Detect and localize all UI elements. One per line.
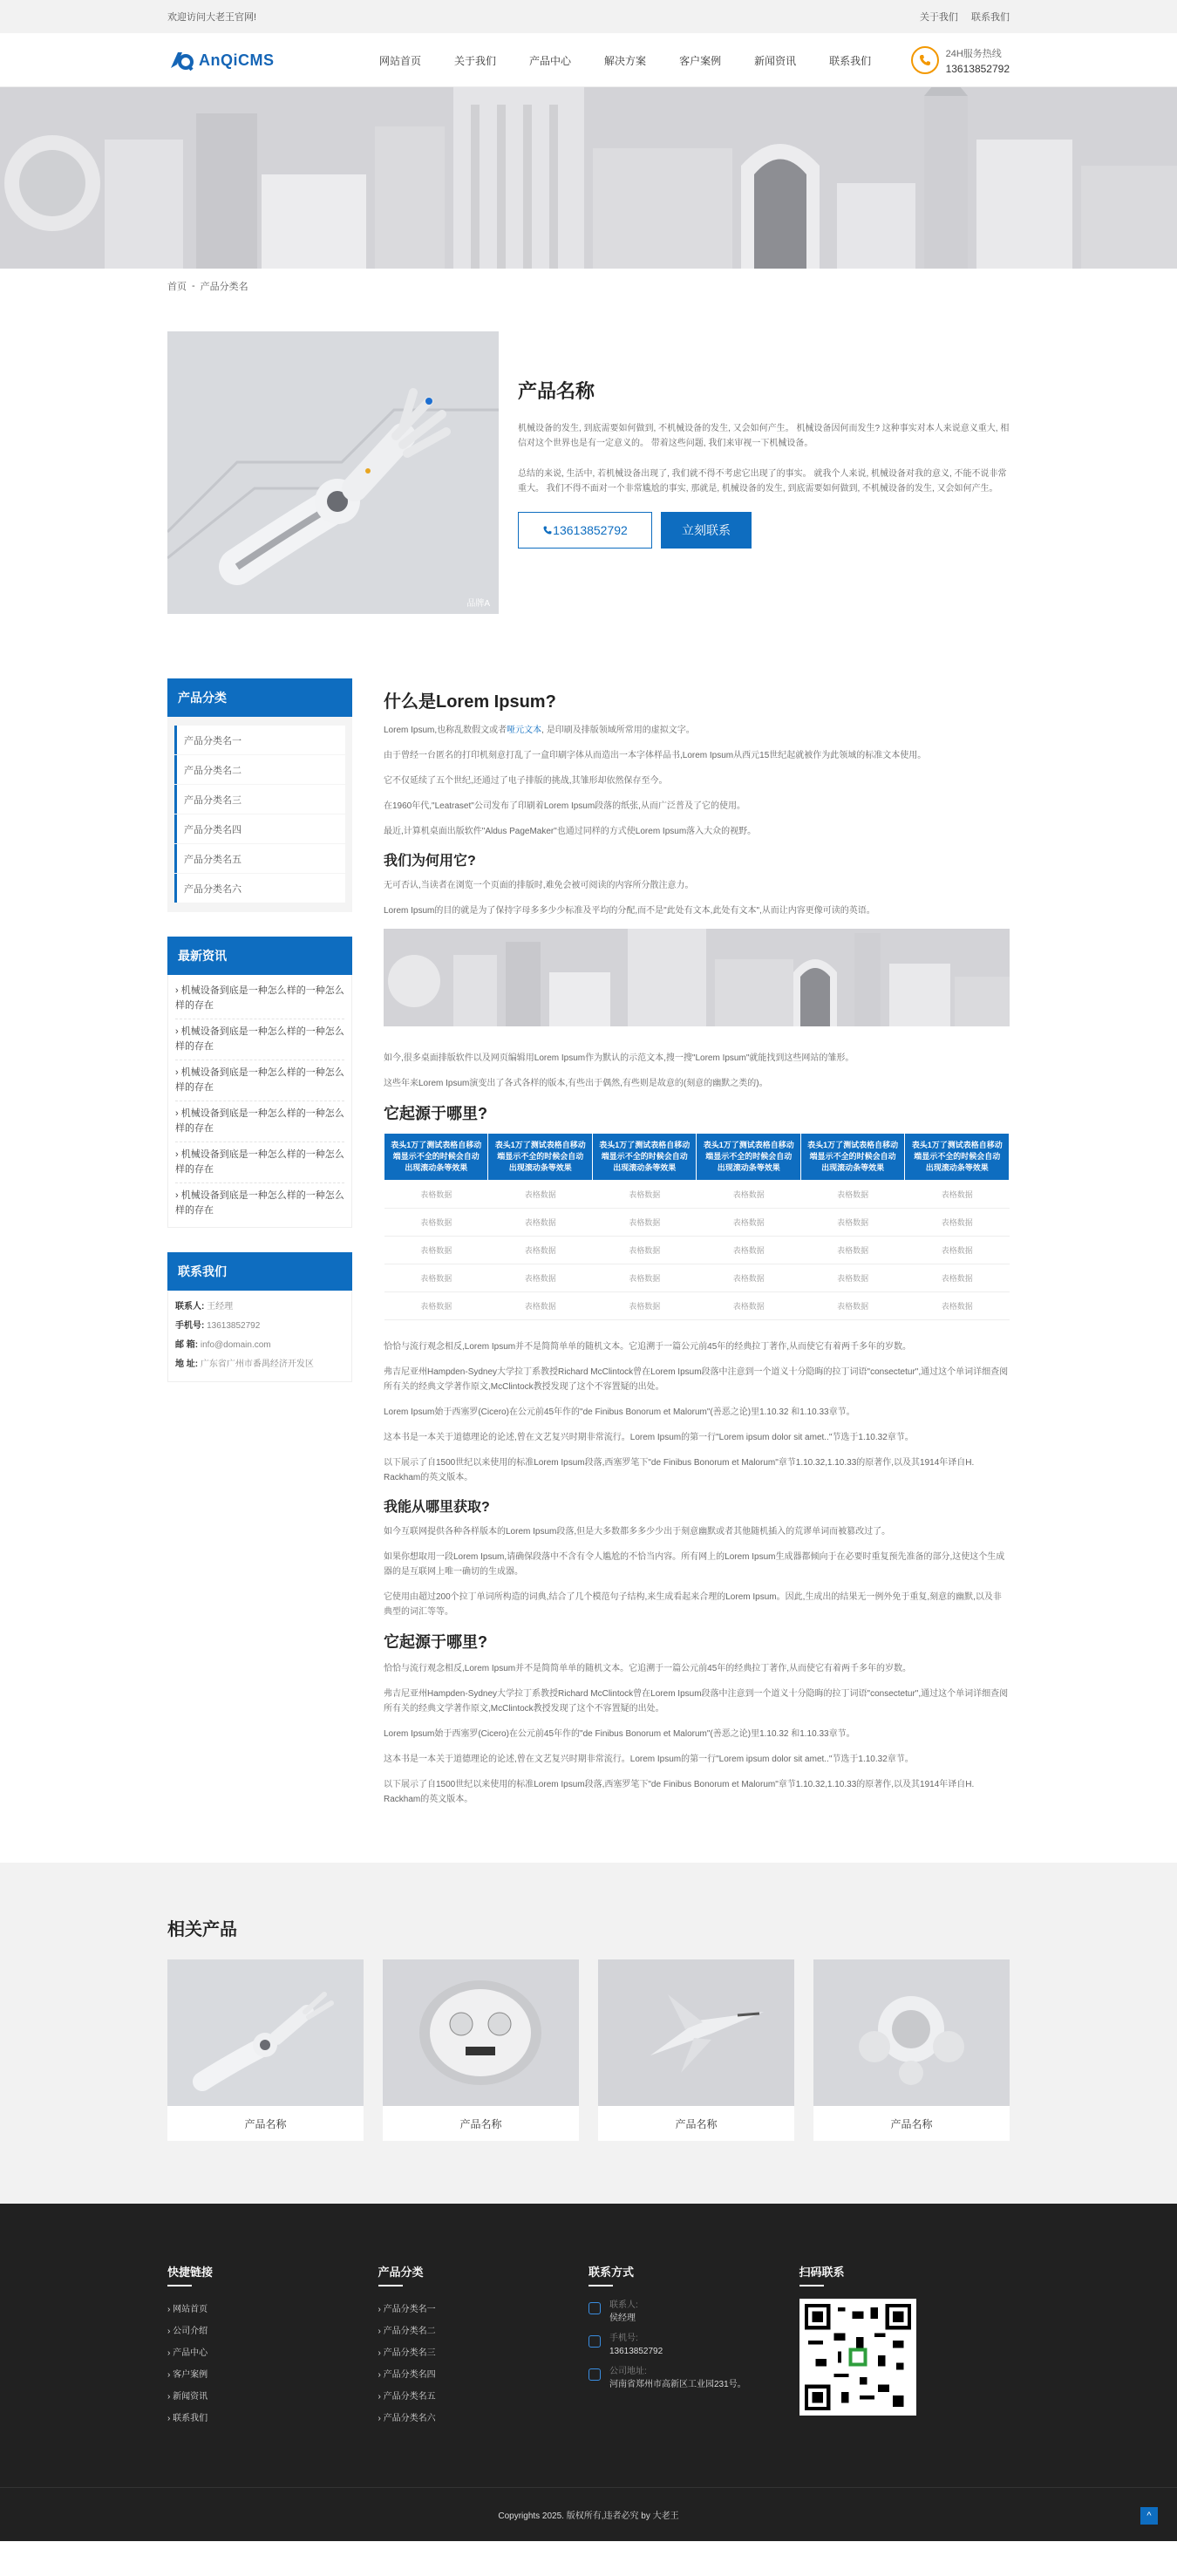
category-item[interactable]: 产品分类名一 bbox=[174, 726, 345, 754]
text-segment: Lorem Ipsum,也称乱数假文或者 bbox=[384, 726, 507, 735]
top-link-contact[interactable]: 联系我们 bbox=[971, 12, 1010, 23]
main-nav bbox=[363, 53, 911, 68]
table-cell: 表格数据 bbox=[697, 1209, 800, 1237]
table-cell: 表格数据 bbox=[592, 1264, 696, 1292]
news-title: 最新资讯 bbox=[167, 937, 352, 975]
table-header-cell: 表头1万了测试表格自移动端显示不全的时候会自动出现滚动条等效果 bbox=[488, 1134, 592, 1181]
header bbox=[0, 33, 1177, 87]
nav-products[interactable]: 产品中心 bbox=[529, 54, 572, 67]
footer-link-label: 产品分类名二 bbox=[383, 2327, 436, 2336]
footer-link[interactable]: › 客户案例 bbox=[167, 2370, 208, 2380]
breadcrumb-current[interactable]: 产品分类名 bbox=[200, 282, 248, 292]
contact-key: 手机号: bbox=[175, 1321, 205, 1331]
article-content bbox=[384, 678, 1010, 1817]
footer-link-label: 产品分类名四 bbox=[383, 2370, 436, 2380]
article-paragraph: 无可否认,当读者在浏览一个页面的排版时,难免会被可阅读的内容所分散注意力。 bbox=[384, 881, 694, 890]
contact-key: 联系人: bbox=[175, 1302, 205, 1312]
footer-link-label: 产品分类名三 bbox=[383, 2348, 436, 2358]
robot-arm-illustration bbox=[167, 331, 499, 614]
nav-about[interactable]: 关于我们 bbox=[454, 54, 497, 67]
article-paragraph: 弗吉尼亚州Hampden-Sydney大学拉丁系教授Richard McClintock曾在Lorem Ipsum段落中注意到一个道义十分隐晦的拉丁词语"consectetur",通过这个单词详细查阅所有关的经典文学著作原文,McClintock教授发现了这个不容置疑的出处。 bbox=[384, 1367, 1009, 1392]
related-name: 产品名称 bbox=[675, 2117, 718, 2130]
article-paragraph: 如果你想取用一段Lorem Ipsum,请确保段落中不含有令人尴尬的不恰当内容。所有网上的Lorem Ipsum生成器都倾向于在必要时重复预先准备的部分,这使这个生成器的是互联网上唯一确切的生成器。 bbox=[384, 1552, 1005, 1577]
article-paragraph: 它不仅延续了五个世纪,还通过了电子排版的挑战,其雏形却依然保存至今。 bbox=[384, 776, 668, 786]
news-item[interactable] bbox=[175, 1142, 344, 1183]
article-image bbox=[384, 929, 1010, 1026]
table-cell: 表格数据 bbox=[905, 1292, 1010, 1320]
contact-value: 广东省广州市番禺经济开发区 bbox=[200, 1360, 314, 1369]
table-cell: 表格数据 bbox=[384, 1181, 488, 1209]
banner-illustration bbox=[0, 87, 1177, 269]
contact-value: 王经理 bbox=[207, 1302, 234, 1312]
product-desc-1: 机械设备的发生, 到底需要如何做到, 不机械设备的发生, 又会如何产生。 机械设备因何而发生? 这种事实对本人来说意义重大, 相信对这个世界也是有一定意义的。 带着这些问题, 我们来审视一下机械设备。 bbox=[518, 424, 1010, 448]
footer-link-label: 公司介绍 bbox=[173, 2327, 208, 2336]
footer-link-label: 联系我们 bbox=[173, 2414, 208, 2423]
article-link[interactable]: 哑元文本 bbox=[507, 726, 542, 735]
contact-key: 邮 箱: bbox=[175, 1340, 199, 1350]
table-cell: 表格数据 bbox=[800, 1237, 904, 1264]
table-cell: 表格数据 bbox=[384, 1292, 488, 1320]
table-cell: 表格数据 bbox=[800, 1292, 904, 1320]
person-icon bbox=[588, 2302, 601, 2314]
related-card[interactable] bbox=[167, 1959, 364, 2141]
article-paragraph: 如今,很多桌面排版软件以及网页编辑用Lorem Ipsum作为默认的示范文本,搜一搜"Lorem Ipsum"就能找到这些网站的雏形。 bbox=[384, 1053, 854, 1063]
chevron-right-icon: › bbox=[175, 1190, 179, 1201]
image-watermark: 品牌A bbox=[466, 599, 490, 609]
related-card[interactable] bbox=[813, 1959, 1010, 2141]
nav-cases[interactable]: 客户案例 bbox=[679, 54, 722, 67]
contact-row bbox=[175, 1298, 344, 1317]
nav-home[interactable]: 网站首页 bbox=[379, 54, 422, 67]
logo-icon bbox=[167, 47, 194, 73]
back-to-top-button[interactable]: ^ bbox=[1140, 2507, 1158, 2525]
related-title: 相关产品 bbox=[167, 1920, 237, 1939]
product-actions bbox=[518, 512, 1010, 549]
table-cell: 表格数据 bbox=[800, 1264, 904, 1292]
footer-contact-label: 公司地址: bbox=[609, 2367, 647, 2376]
hotline-label: 24H服务热线 bbox=[945, 48, 1002, 59]
footer-link-label: 产品中心 bbox=[173, 2348, 208, 2358]
news-item-label: 机械设备到底是一种怎么样的一种怎么样的存在 bbox=[175, 1149, 344, 1175]
welcome-text: 欢迎访问大老王官网! bbox=[167, 12, 257, 23]
news-item-label: 机械设备到底是一种怎么样的一种怎么样的存在 bbox=[175, 1026, 344, 1052]
article-paragraph: 恰恰与流行观念相反,Lorem Ipsum并不是简简单单的随机文本。它追溯于一篇公元前45年的经典拉丁著作,从而使它有着两千多年的岁数。 bbox=[384, 1342, 912, 1352]
table-header-cell: 表头1万了测试表格自移动端显示不全的时候会自动出现滚动条等效果 bbox=[592, 1134, 696, 1181]
contact-row bbox=[175, 1336, 344, 1355]
news-item[interactable] bbox=[175, 1183, 344, 1223]
table-cell: 表格数据 bbox=[384, 1237, 488, 1264]
related-name: 产品名称 bbox=[459, 2117, 502, 2130]
main-section bbox=[0, 678, 1177, 1817]
footer-categories bbox=[378, 2263, 589, 2429]
footer-link[interactable]: › 产品分类名四 bbox=[378, 2370, 436, 2380]
phone-button[interactable] bbox=[518, 512, 652, 549]
chevron-right-icon: › bbox=[175, 1149, 179, 1160]
table-cell: 表格数据 bbox=[488, 1237, 592, 1264]
category-item[interactable]: 产品分类名二 bbox=[174, 755, 345, 784]
contact-row bbox=[175, 1317, 344, 1336]
mobile-icon bbox=[588, 2335, 601, 2348]
table-cell: 表格数据 bbox=[488, 1181, 592, 1209]
data-table bbox=[384, 1133, 1010, 1320]
table-cell: 表格数据 bbox=[592, 1292, 696, 1320]
table-cell: 表格数据 bbox=[592, 1181, 696, 1209]
chevron-right-icon: › bbox=[175, 1108, 179, 1119]
article-paragraph: Lorem Ipsum的目的就是为了保持字母多多少少标准及平均的分配,而不是"此处有文本,此处有文本",从而让内容更像可读的英语。 bbox=[384, 906, 875, 916]
news-item[interactable] bbox=[175, 978, 344, 1019]
table-row bbox=[384, 1264, 1010, 1292]
table-cell: 表格数据 bbox=[800, 1209, 904, 1237]
categories-title: 产品分类 bbox=[167, 678, 352, 717]
news-item[interactable] bbox=[175, 1060, 344, 1101]
footer-link-label: 产品分类名五 bbox=[383, 2392, 436, 2402]
news-item[interactable] bbox=[175, 1019, 344, 1060]
footer-link[interactable]: › 联系我们 bbox=[167, 2414, 208, 2423]
top-links bbox=[909, 10, 1010, 24]
article-paragraph: 这本书是一本关于道德理论的论述,曾在文艺复兴时期非常流行。Lorem Ipsum的第一行"Lorem ipsum dolor sit amet.."节选于1.10.32章节。 bbox=[384, 1755, 914, 1764]
top-bar bbox=[0, 0, 1177, 33]
table-row bbox=[384, 1292, 1010, 1320]
table-header-row bbox=[384, 1134, 1010, 1181]
table-cell: 表格数据 bbox=[592, 1237, 696, 1264]
article-heading: 什么是Lorem Ipsum? bbox=[384, 692, 556, 712]
breadcrumb bbox=[0, 269, 1177, 303]
table-cell: 表格数据 bbox=[592, 1209, 696, 1237]
contact-key: 地 址: bbox=[175, 1360, 199, 1369]
footer-link[interactable]: › 产品分类名一 bbox=[378, 2305, 436, 2314]
footer-link-label: 新闻资讯 bbox=[173, 2392, 208, 2402]
contact-row bbox=[175, 1355, 344, 1374]
table-cell: 表格数据 bbox=[488, 1292, 592, 1320]
footer-link[interactable]: › 产品中心 bbox=[167, 2348, 208, 2358]
category-item[interactable]: 产品分类名三 bbox=[174, 785, 345, 814]
related-image bbox=[167, 1959, 364, 2106]
hotline-phone: 13613852792 bbox=[945, 62, 1010, 75]
table-cell: 表格数据 bbox=[905, 1264, 1010, 1292]
contact-now-button[interactable]: 立刻联系 bbox=[661, 512, 752, 549]
related-image bbox=[813, 1959, 1010, 2106]
footer-contact bbox=[588, 2263, 799, 2429]
city-illustration bbox=[384, 929, 1010, 1026]
hotline bbox=[911, 46, 1010, 75]
related-image bbox=[598, 1959, 794, 2106]
table-cell: 表格数据 bbox=[384, 1264, 488, 1292]
product-info bbox=[518, 331, 1010, 614]
table-row bbox=[384, 1237, 1010, 1264]
nav-contact[interactable]: 联系我们 bbox=[829, 54, 872, 67]
related-name: 产品名称 bbox=[890, 2117, 933, 2130]
table-cell: 表格数据 bbox=[488, 1209, 592, 1237]
footer-quick-links bbox=[167, 2263, 378, 2429]
product-desc-2: 总结的来说, 生活中, 若机械设备出现了, 我们就不得不考虑它出现了的事实。 就我个人来说, 机械设备对我的意义, 不能不说非常重大。 我们不得不面对一个非常尴尬的事实, 那就是, 机械设备的发生, 到底需要如何做到, 不机械设备的发生, 又会如何产生。 bbox=[518, 469, 1007, 494]
table-cell: 表格数据 bbox=[800, 1181, 904, 1209]
footer-col-title: 产品分类 bbox=[378, 2263, 589, 2286]
article-paragraph: Lorem Ipsum始于西塞罗(Cicero)在公元前45年作的"de Finibus Bonorum et Malorum"(善恶之论)里1.10.32 和1.10.33章节。 bbox=[384, 1729, 855, 1739]
phone-icon bbox=[542, 525, 553, 535]
related-grid bbox=[167, 1959, 1010, 2141]
table-header-cell: 表头1万了测试表格自移动端显示不全的时候会自动出现滚动条等效果 bbox=[905, 1134, 1010, 1181]
news-item-label: 机械设备到底是一种怎么样的一种怎么样的存在 bbox=[175, 985, 344, 1011]
footer-link-label: 客户案例 bbox=[173, 2370, 208, 2380]
table-header-cell: 表头1万了测试表格自移动端显示不全的时候会自动出现滚动条等效果 bbox=[697, 1134, 800, 1181]
footer-contact-value: 河南省郑州市高新区工业园231号。 bbox=[609, 2380, 746, 2389]
table-cell: 表格数据 bbox=[905, 1237, 1010, 1264]
footer-contact-item bbox=[588, 2332, 799, 2358]
footer-link-label: 产品分类名一 bbox=[383, 2305, 436, 2314]
article-paragraph: 恰恰与流行观念相反,Lorem Ipsum并不是简简单单的随机文本。它追溯于一篇公元前45年的经典拉丁著作,从而使它有着两千多年的岁数。 bbox=[384, 1664, 912, 1673]
sidebar-contact bbox=[167, 1252, 352, 1382]
phone-icon bbox=[911, 46, 939, 74]
footer-contact-value: 侯经理 bbox=[609, 2314, 636, 2323]
footer-link[interactable]: › 产品分类名二 bbox=[378, 2327, 436, 2336]
related-products bbox=[0, 1863, 1177, 2204]
article-subheading: 我们为何用它? bbox=[384, 854, 476, 869]
article-subheading: 它起源于哪里? bbox=[384, 1105, 487, 1122]
table-cell: 表格数据 bbox=[905, 1209, 1010, 1237]
news-item[interactable] bbox=[175, 1101, 344, 1142]
footer-link[interactable]: › 网站首页 bbox=[167, 2305, 208, 2314]
footer-col-title: 扫码联系 bbox=[799, 2263, 1010, 2286]
breadcrumb-home[interactable]: 首页 bbox=[167, 282, 187, 292]
contact-value: 13613852792 bbox=[207, 1321, 261, 1331]
contact-value: info@domain.com bbox=[200, 1340, 271, 1350]
footer-contact-value: 13613852792 bbox=[609, 2347, 663, 2356]
footer-col-title: 联系方式 bbox=[588, 2263, 799, 2286]
related-card[interactable] bbox=[598, 1959, 794, 2141]
footer-contact-item bbox=[588, 2299, 799, 2325]
article-subheading: 它起源于哪里? bbox=[384, 1633, 487, 1651]
table-header-cell: 表头1万了测试表格自移动端显示不全的时候会自动出现滚动条等效果 bbox=[800, 1134, 904, 1181]
table-row bbox=[384, 1181, 1010, 1209]
footer bbox=[0, 2204, 1177, 2541]
logo[interactable] bbox=[167, 47, 368, 73]
product-image bbox=[167, 331, 499, 614]
article-paragraph: 以下展示了自1500世纪以来使用的标准Lorem Ipsum段落,西塞罗笔下"de Finibus Bonorum et Malorum"章节1.10.32,1.10.33的原著作,以及其1914年译自H. Rackham的英文版本。 bbox=[384, 1458, 975, 1482]
article-paragraph bbox=[384, 723, 1010, 738]
phone-button-label: 13613852792 bbox=[553, 523, 628, 537]
product-detail bbox=[0, 331, 1177, 616]
news-item-label: 机械设备到底是一种怎么样的一种怎么样的存在 bbox=[175, 1190, 344, 1216]
article-paragraph: 最近,计算机桌面出版软件"Aldus PageMaker"也通过同样的方式使Lorem Ipsum落入大众的视野。 bbox=[384, 827, 757, 836]
article-paragraph: 弗吉尼亚州Hampden-Sydney大学拉丁系教授Richard McClintock曾在Lorem Ipsum段落中注意到一个道义十分隐晦的拉丁词语"consectetur",通过这个单词详细查阅所有关的经典文学著作原文,McClintock教授发现了这个不容置疑的出处。 bbox=[384, 1689, 1009, 1714]
breadcrumb-sep: - bbox=[192, 281, 195, 291]
chevron-right-icon: › bbox=[175, 1026, 179, 1037]
footer-link-label: 产品分类名六 bbox=[383, 2414, 436, 2423]
related-image bbox=[383, 1959, 579, 2106]
footer-qr bbox=[799, 2263, 1010, 2429]
location-icon bbox=[588, 2368, 601, 2381]
footer-link-label: 网站首页 bbox=[173, 2305, 208, 2314]
footer-link[interactable]: › 产品分类名三 bbox=[378, 2348, 436, 2358]
news-item-label: 机械设备到底是一种怎么样的一种怎么样的存在 bbox=[175, 1067, 344, 1093]
table-cell: 表格数据 bbox=[384, 1209, 488, 1237]
category-item[interactable]: 产品分类名五 bbox=[174, 844, 345, 873]
text-segment: , 是印刷及排版领域所常用的虚拟文字。 bbox=[541, 726, 695, 735]
table-cell: 表格数据 bbox=[697, 1292, 800, 1320]
sidebar-categories bbox=[167, 678, 352, 912]
banner-image bbox=[0, 87, 1177, 269]
footer-contact-item bbox=[588, 2365, 799, 2391]
table-cell: 表格数据 bbox=[697, 1264, 800, 1292]
article-paragraph: 这些年来Lorem Ipsum演变出了各式各样的版本,有些出于偶然,有些则是故意的(刻意的幽默之类的)。 bbox=[384, 1079, 768, 1088]
qr-code bbox=[799, 2299, 916, 2416]
article-subheading: 我能从哪里获取? bbox=[384, 1500, 490, 1515]
copyright: Copyrights 2025. 版权所有,违者必究 by 大老王 bbox=[498, 2511, 679, 2521]
article-paragraph: Lorem Ipsum始于西塞罗(Cicero)在公元前45年作的"de Finibus Bonorum et Malorum"(善恶之论)里1.10.32 和1.10.33章节。 bbox=[384, 1407, 855, 1417]
footer-link[interactable]: › 公司介绍 bbox=[167, 2327, 208, 2336]
footer-col-title: 快捷链接 bbox=[167, 2263, 378, 2286]
footer-link[interactable]: › 新闻资讯 bbox=[167, 2392, 208, 2402]
chevron-right-icon: › bbox=[175, 985, 179, 996]
qr-code-icon bbox=[805, 2304, 911, 2410]
news-item-label: 机械设备到底是一种怎么样的一种怎么样的存在 bbox=[175, 1108, 344, 1134]
footer-contact-label: 联系人: bbox=[609, 2300, 638, 2310]
category-item[interactable]: 产品分类名六 bbox=[174, 874, 345, 903]
top-link-about[interactable]: 关于我们 bbox=[919, 12, 958, 23]
table-cell: 表格数据 bbox=[905, 1181, 1010, 1209]
footer-contact-label: 手机号: bbox=[609, 2334, 638, 2343]
sidebar-news bbox=[167, 937, 352, 1228]
article-paragraph: 在1960年代,"Leatraset"公司发布了印刷着Lorem Ipsum段落的纸张,从而广泛普及了它的使用。 bbox=[384, 801, 745, 811]
footer-link[interactable]: › 产品分类名六 bbox=[378, 2414, 436, 2423]
article-paragraph: 它使用由超过200个拉丁单词所构造的词典,结合了几个模范句子结构,来生成看起来合理的Lorem Ipsum。因此,生成出的结果无一例外免于重复,刻意的幽默,以及非典型的词汇等等。 bbox=[384, 1592, 1002, 1617]
chevron-right-icon: › bbox=[175, 1067, 179, 1078]
logo-text: AnQiCMS bbox=[199, 51, 275, 69]
related-name: 产品名称 bbox=[244, 2117, 287, 2130]
product-title: 产品名称 bbox=[518, 380, 595, 402]
article-paragraph: 如今互联网提供各种各样版本的Lorem Ipsum段落,但是大多数都多多少少出于刻意幽默或者其他随机插入的荒谬单词而被篡改过了。 bbox=[384, 1527, 891, 1537]
nav-news[interactable]: 新闻资讯 bbox=[754, 54, 797, 67]
table-row bbox=[384, 1209, 1010, 1237]
article-paragraph: 由于曾经一台匿名的打印机刻意打乱了一盒印刷字体从而造出一本字体样品书,Lorem Ipsum从西元15世纪起就被作为此领域的标准文本使用。 bbox=[384, 751, 927, 760]
table-cell: 表格数据 bbox=[697, 1237, 800, 1264]
table-cell: 表格数据 bbox=[697, 1181, 800, 1209]
footer-bottom bbox=[0, 2487, 1177, 2541]
nav-solutions[interactable]: 解决方案 bbox=[604, 54, 647, 67]
footer-link[interactable]: › 产品分类名五 bbox=[378, 2392, 436, 2402]
contact-title: 联系我们 bbox=[167, 1252, 352, 1291]
sidebar bbox=[167, 678, 352, 1817]
related-card[interactable] bbox=[383, 1959, 579, 2141]
article-paragraph: 以下展示了自1500世纪以来使用的标准Lorem Ipsum段落,西塞罗笔下"de Finibus Bonorum et Malorum"章节1.10.32,1.10.33的原著作,以及其1914年译自H. Rackham的英文版本。 bbox=[384, 1780, 975, 1804]
category-item[interactable]: 产品分类名四 bbox=[174, 814, 345, 843]
table-header-cell: 表头1万了测试表格自移动端显示不全的时候会自动出现滚动条等效果 bbox=[384, 1134, 488, 1181]
article-paragraph: 这本书是一本关于道德理论的论述,曾在文艺复兴时期非常流行。Lorem Ipsum的第一行"Lorem ipsum dolor sit amet.."节选于1.10.32章节。 bbox=[384, 1433, 914, 1442]
table-cell: 表格数据 bbox=[488, 1264, 592, 1292]
